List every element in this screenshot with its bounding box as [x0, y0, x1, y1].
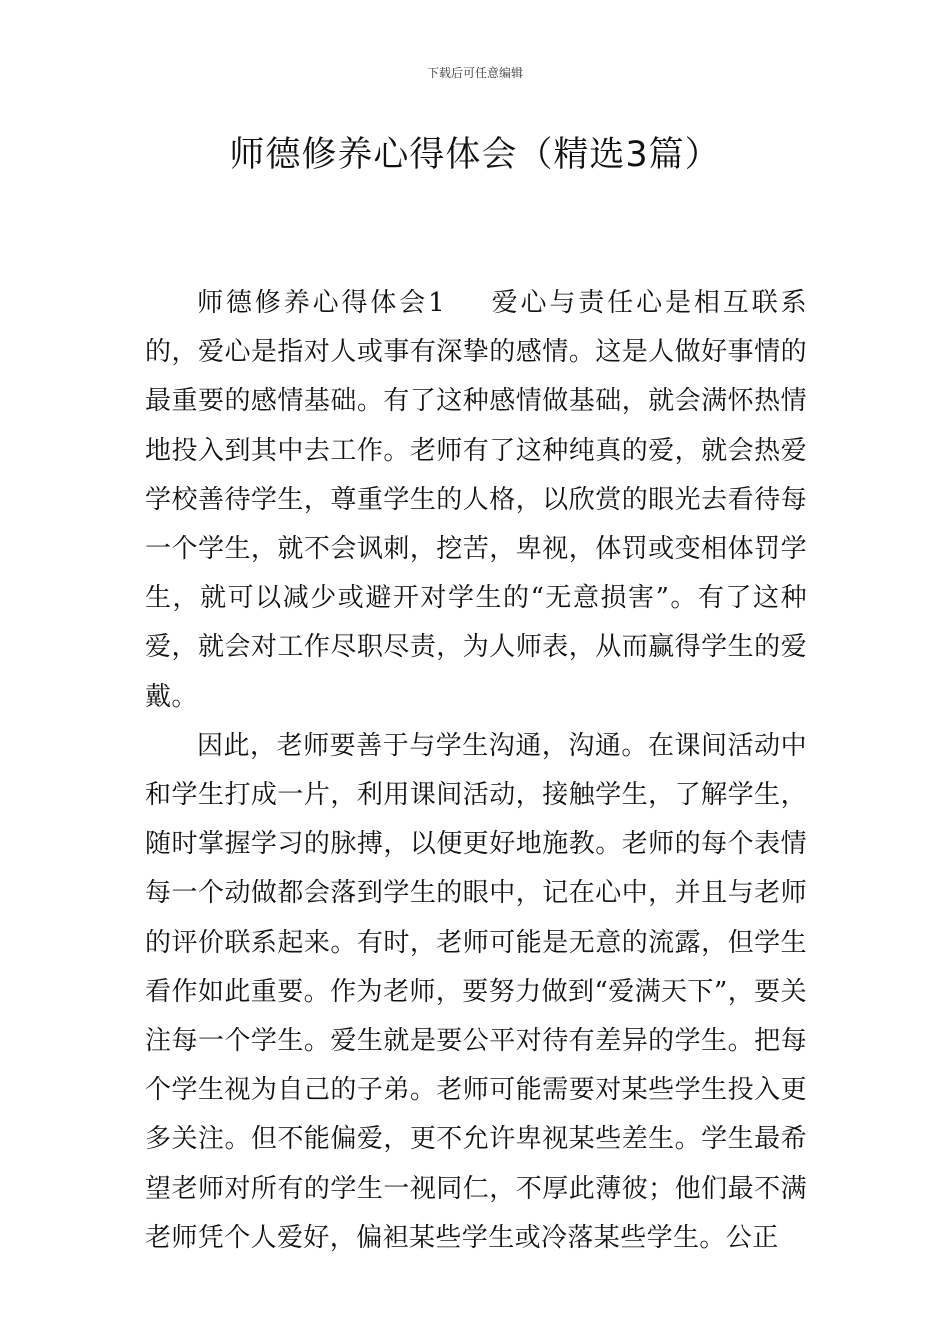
paragraph-2: 因此，老师要善于与学生沟通，沟通。在课间活动中和学生打成一片，利用课间活动，接触学生，了解学生，随时掌握学习的脉搏，以便更好地施教。老师的每个表情每一个动做都会落到学生的眼中，记在心中，并且与老师的评价联系起来。有时，老师可能是无意的流露，但学生看作如此重要。作为老师，要努力做到“爱满天下”，要关注每一个学生。爱生就是要公平对待有差异的学生。把每个学生视为自己的子弟。老师可能需要对某些学生投入更多关注。但不能偏爱，更不允许卑视某些差生。学生最希望老师对所有的学生一视同仁，不厚此薄彼；他们最不满老师凭个人爱好，偏袒某些学生或冷落某些学生。公正: [145, 730, 807, 1253]
paragraph-1: [145, 279, 807, 722]
document-title: 师德修养心得体会（精选3篇）: [229, 135, 721, 175]
document-body: [145, 279, 807, 1263]
header-note: 下载后可任意编辑: [426, 66, 523, 80]
section-heading: 师德修养心得体会1: [197, 288, 446, 318]
paragraph-1-text: 爱心与责任心是相互联系的，爱心是指对人或事有深挚的感情。这是人做好事情的最重要的感情基础。有了这种感情做基础，就会满怀热情地投入到其中去工作。老师有了这种纯真的爱，就会热爱学校善待学生，尊重学生的人格，以欣赏的眼光去看待每一个学生，就不会讽刺，挖苦，卑视，体罚或变相体罚学生，就可以减少或避开对学生的“无意损害”。有了这种爱，就会对工作尽职尽责，为人师表，从而赢得学生的爱戴。: [145, 288, 807, 712]
